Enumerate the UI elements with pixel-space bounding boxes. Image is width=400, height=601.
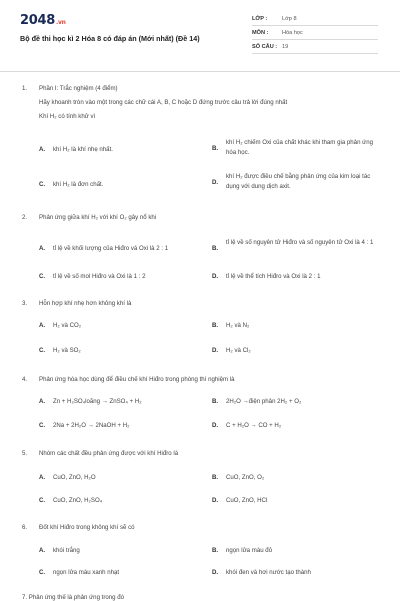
question-text xyxy=(39,449,379,463)
option-text: khí H₂ là khí nhẹ nhất. xyxy=(53,146,113,153)
option-letter: A. xyxy=(39,245,46,252)
meta-key: MÔN : xyxy=(252,29,269,36)
option-text: tỉ lệ về khối lượng của Hiđro và Oxi là 2 : 1 xyxy=(53,245,169,252)
option-letter: D. xyxy=(212,497,219,504)
option-text: khí H₂ chiếm Oxi của chất khác khi tham gia phản ứng hóa học. xyxy=(226,139,374,156)
meta-row-subject xyxy=(252,26,378,40)
option-letter: B. xyxy=(212,145,219,152)
question-stem: Phản ứng giữa khí H₂ với khí O₂ gây nổ khi xyxy=(39,214,157,221)
question-stem: Hỗn hợp khí nhẹ hơn không khí là xyxy=(39,300,132,307)
site-logo[interactable] xyxy=(20,13,66,28)
option-letter: D. xyxy=(212,273,219,280)
question-stem: Đốt khí Hiđro trong không khí sẽ có xyxy=(39,524,135,531)
option-text: CuO, ZnO, H₂O xyxy=(53,474,96,481)
option-text: H₂ và N₂ xyxy=(226,322,250,329)
option-text: Zn + H₂SO₄loãng → ZnSO₄ + H₂ xyxy=(53,398,142,405)
question-text xyxy=(39,299,379,313)
option-letter: C. xyxy=(39,181,46,188)
option-letter: B. xyxy=(212,322,219,329)
option-letter: D. xyxy=(212,569,219,576)
exam-meta-table xyxy=(252,12,378,54)
question-7-partial: 7. Phản ứng thế là phản ứng trong đó xyxy=(22,594,125,601)
meta-key: SỐ CÂU : xyxy=(252,43,278,50)
option-text: H₂ và CO₂ xyxy=(53,322,82,329)
option-text: khói trắng xyxy=(53,547,80,554)
question-text xyxy=(39,523,379,537)
option-text: C + H₂O → CO + H₂ xyxy=(226,422,282,429)
meta-row-class xyxy=(252,12,378,26)
option-letter: A. xyxy=(39,322,46,329)
option-letter: C. xyxy=(39,497,46,504)
option-letter: B. xyxy=(212,398,219,405)
option-text: khói đen và hơi nước tạo thành xyxy=(226,569,311,576)
meta-row-count xyxy=(252,40,378,54)
meta-key: LỚP : xyxy=(252,15,268,22)
question-text xyxy=(39,213,379,227)
option-text: CuO, ZnO, O₂ xyxy=(226,474,265,481)
question-number: 3. xyxy=(22,300,28,307)
question-number: 6. xyxy=(22,524,28,531)
option-letter: C. xyxy=(39,347,46,354)
option-letter: A. xyxy=(39,398,46,405)
option-letter: D. xyxy=(212,422,219,429)
option-letter: B. xyxy=(212,245,219,252)
option-text: tỉ lệ về thể tích Hiđro và Oxi là 2 : 1 xyxy=(226,273,321,280)
option-letter: D. xyxy=(212,179,219,186)
instruction-text: Hãy khoanh tròn vào một trong các chữ cái A, B, C hoặc D đứng trước câu trả lời đúng nhất xyxy=(39,99,288,106)
meta-value: Hóa học xyxy=(282,29,303,36)
question-text xyxy=(39,375,379,389)
option-text: H₂ và SO₂ xyxy=(53,347,81,354)
logo-suffix: .vn xyxy=(55,19,66,26)
option-text: H₂ và Cl₂ xyxy=(226,347,251,354)
option-letter: C. xyxy=(39,569,46,576)
option-text: CuO, ZnO, H₂SO₄ xyxy=(53,497,103,504)
question-stem: Khí H₂ có tính khử vì xyxy=(39,113,96,120)
option-letter: A. xyxy=(39,146,46,153)
option-letter: B. xyxy=(212,547,219,554)
option-text: tỉ lệ về số mol Hiđro và Oxi là 1 : 2 xyxy=(53,273,146,280)
option-letter: C. xyxy=(39,422,46,429)
option-text: ngọn lửa màu đỏ xyxy=(226,547,273,554)
logo-main: 2048 xyxy=(20,13,55,28)
option-letter: C. xyxy=(39,273,46,280)
option-text: tỉ lệ về số nguyên tử Hiđro và số nguyên tử Oxi là 4 : 1 xyxy=(226,239,374,246)
question-number: 4. xyxy=(22,376,28,383)
question-text xyxy=(39,84,379,126)
option-letter: B. xyxy=(212,474,219,481)
question-stem: Nhóm các chất đều phản ứng được với khí Hiđro là xyxy=(39,450,179,457)
meta-value: Lớp 8 xyxy=(282,15,297,22)
option-text: khí H₂ được điều chế bằng phản ứng của kim loại tác dụng với dung dịch axit. xyxy=(226,173,371,190)
option-text: 2Na + 2H₂O → 2NaOH + H₂ xyxy=(53,422,130,429)
option-letter: A. xyxy=(39,547,46,554)
header-divider xyxy=(0,71,400,72)
meta-value: 19 xyxy=(282,43,289,50)
question-number: 1. xyxy=(22,85,28,92)
option-text: CuO, ZnO, HCl xyxy=(226,497,268,504)
option-text: ngọn lửa màu xanh nhạt xyxy=(53,569,120,576)
option-letter: D. xyxy=(212,347,219,354)
question-number: 2. xyxy=(22,214,28,221)
question-number: 5. xyxy=(22,450,28,457)
option-text: 2H₂O →điện phân 2H₂ + O₂ xyxy=(226,398,302,405)
section-heading: Phần I: Trắc nghiệm (4 điểm) xyxy=(39,85,118,92)
option-letter: A. xyxy=(39,474,46,481)
option-text: khí H₂ là đơn chất. xyxy=(53,181,104,188)
question-stem: Phản ứng hóa học dùng để điều chế khí Hiđro trong phòng thí nghiệm là xyxy=(39,376,235,383)
document-title: Bộ đề thi học kì 2 Hóa 8 có đáp án (Mới nhất) (Đề 14) xyxy=(20,34,200,43)
